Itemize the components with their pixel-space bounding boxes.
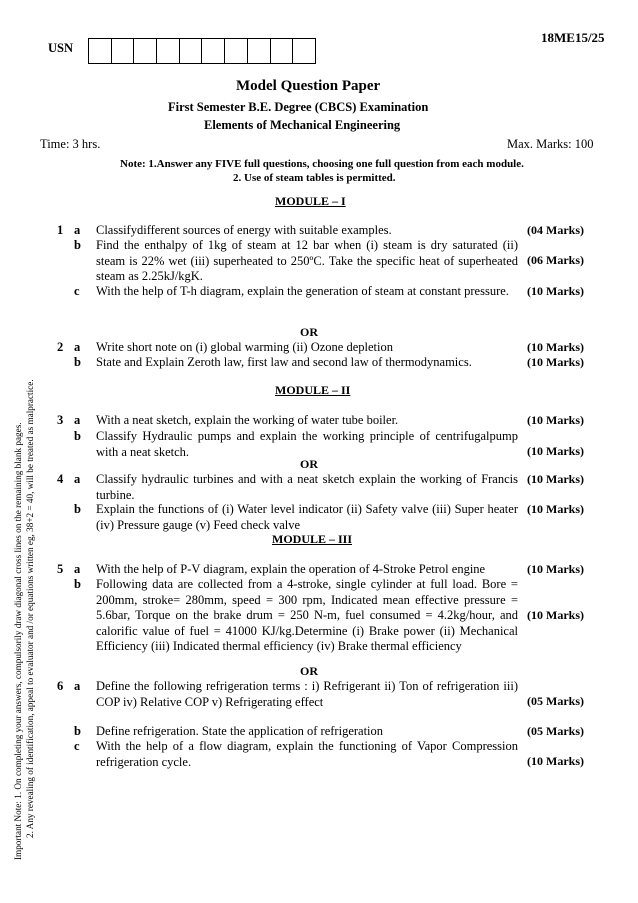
marks: (10 Marks) — [527, 340, 584, 354]
question-number: 5 — [57, 562, 64, 576]
subject-name: Elements of Mechanical Engineering — [204, 118, 401, 132]
exam-subtitle: First Semester B.E. Degree (CBCS) Examination — [168, 100, 429, 114]
sub-label: a — [74, 679, 81, 693]
question-number: 2 — [57, 340, 64, 354]
question-text: Explain the functions of (i) Water level indicator (ii) Safety valve (iii) Super heater (iv) Pressure gauge (v) Feed check valve — [96, 502, 518, 532]
paper-code: 18ME15/25 — [541, 30, 605, 45]
marks: (10 Marks) — [527, 284, 584, 298]
marks: (04 Marks) — [527, 223, 584, 237]
sub-label: b — [74, 429, 81, 443]
side-important-note — [12, 180, 36, 860]
question-text: With the help of T-h diagram, explain the generation of steam at constant pressure. — [96, 284, 509, 298]
paper-title: Model Question Paper — [236, 78, 381, 94]
question-text: Define refrigeration. State the application of refrigeration — [96, 724, 384, 738]
marks: (06 Marks) — [527, 253, 584, 267]
or-separator: OR — [300, 664, 318, 678]
note-line1: Note: 1.Answer any FIVE full questions, choosing one full question from each module. — [120, 158, 524, 170]
max-marks: Max. Marks: 100 — [507, 137, 594, 151]
marks: (10 Marks) — [527, 608, 584, 622]
usn-digit-box[interactable] — [271, 39, 294, 63]
usn-digit-box[interactable] — [157, 39, 180, 63]
question-text: Classify hydraulic turbines and with a neat sketch explain the working of Francis turbine. — [96, 472, 518, 502]
question-text: With a neat sketch, explain the working of water tube boiler. — [96, 413, 399, 427]
usn-digit-box[interactable] — [180, 39, 203, 63]
module-3-heading: MODULE – III — [272, 532, 353, 546]
usn-digit-box[interactable] — [112, 39, 135, 63]
question-text: Define the following refrigeration terms : i) Refrigerant ii) Ton of refrigeration iii) COP iv) Relative COP v) Refrigerating effect — [96, 679, 518, 709]
question-number: 3 — [57, 413, 64, 427]
sub-label: a — [74, 223, 81, 237]
marks: (05 Marks) — [527, 694, 584, 708]
marks: (10 Marks) — [527, 562, 584, 576]
sub-label: b — [74, 724, 81, 738]
side-note-line2: 2. Any revealing of identification, appeal to evaluator and /or equations written eg, 38+2 = 40, will be treated as malpractice. — [25, 379, 35, 838]
question-text: With the help of P-V diagram, explain the operation of 4-Stroke Petrol engine — [96, 562, 486, 576]
question-number: 6 — [57, 679, 64, 693]
marks: (10 Marks) — [527, 413, 584, 427]
or-separator: OR — [300, 457, 318, 471]
usn-digit-box[interactable] — [248, 39, 271, 63]
marks: (10 Marks) — [527, 502, 584, 516]
module-2-heading: MODULE – II — [275, 383, 351, 397]
marks: (10 Marks) — [527, 355, 584, 369]
marks: (10 Marks) — [527, 444, 584, 458]
side-note-line1: Important Note: 1. On completing your answers, compulsorily draw diagonal cross lines on the remaining blank pages. — [13, 422, 23, 860]
sub-label: b — [74, 577, 81, 591]
question-number: 1 — [57, 223, 64, 237]
question-number: 4 — [57, 472, 64, 486]
sub-label: c — [74, 284, 80, 298]
usn-digit-box[interactable] — [202, 39, 225, 63]
usn-digit-box[interactable] — [225, 39, 248, 63]
exam-time: Time: 3 hrs. — [40, 137, 101, 151]
marks: (10 Marks) — [527, 754, 584, 768]
usn-label: USN — [48, 41, 74, 55]
sub-label: a — [74, 340, 81, 354]
question-text: With the help of a flow diagram, explain the functioning of Vapor Compression refrigeration cycle. — [96, 739, 518, 769]
marks: (10 Marks) — [527, 472, 584, 486]
module-1-heading: MODULE – I — [275, 194, 346, 208]
sub-label: c — [74, 739, 80, 753]
sub-label: b — [74, 502, 81, 516]
question-text: Find the enthalpy of 1kg of steam at 12 bar when (i) steam is dry saturated (ii) steam is 22% wet (iii) superheated to 250ºC. Take the specific heat of superheated steam as 2.25kJ/kgK. — [96, 238, 518, 283]
note-line2: 2. Use of steam tables is permitted. — [233, 172, 396, 184]
question-text: Following data are collected from a 4-stroke, single cylinder at full load. Bore = 200mm, stroke= 280mm, speed = 300 rpm, Indicated mean effective pressure = 5.6bar, Torque on the brake drum = 250 N-m, fuel consumed = 4.2kg/hour, and calorific value of fuel = 41000 KJ/kg.Determine (i) Brake power (ii) Mechanical Efficiency (iii) Indicated thermal efficiency (iv) Brake thermal efficiency — [96, 577, 518, 653]
sub-label: a — [74, 413, 81, 427]
question-text: Write short note on (i) global warming (ii) Ozone depletion — [96, 340, 393, 354]
usn-digit-box[interactable] — [134, 39, 157, 63]
question-text: Classify Hydraulic pumps and explain the working principle of centrifugalpump with a neat sketch. — [96, 429, 518, 459]
or-separator: OR — [300, 325, 318, 339]
sub-label: a — [74, 562, 81, 576]
usn-digit-box[interactable] — [293, 39, 316, 63]
usn-digit-box[interactable] — [89, 39, 112, 63]
sub-label: b — [74, 355, 81, 369]
sub-label: a — [74, 472, 81, 486]
sub-label: b — [74, 238, 81, 252]
usn-input-boxes[interactable] — [88, 38, 316, 64]
marks: (05 Marks) — [527, 724, 584, 738]
question-text: State and Explain Zeroth law, first law and second law of thermodynamics. — [96, 355, 472, 369]
question-text: Classifydifferent sources of energy with suitable examples. — [96, 223, 392, 237]
